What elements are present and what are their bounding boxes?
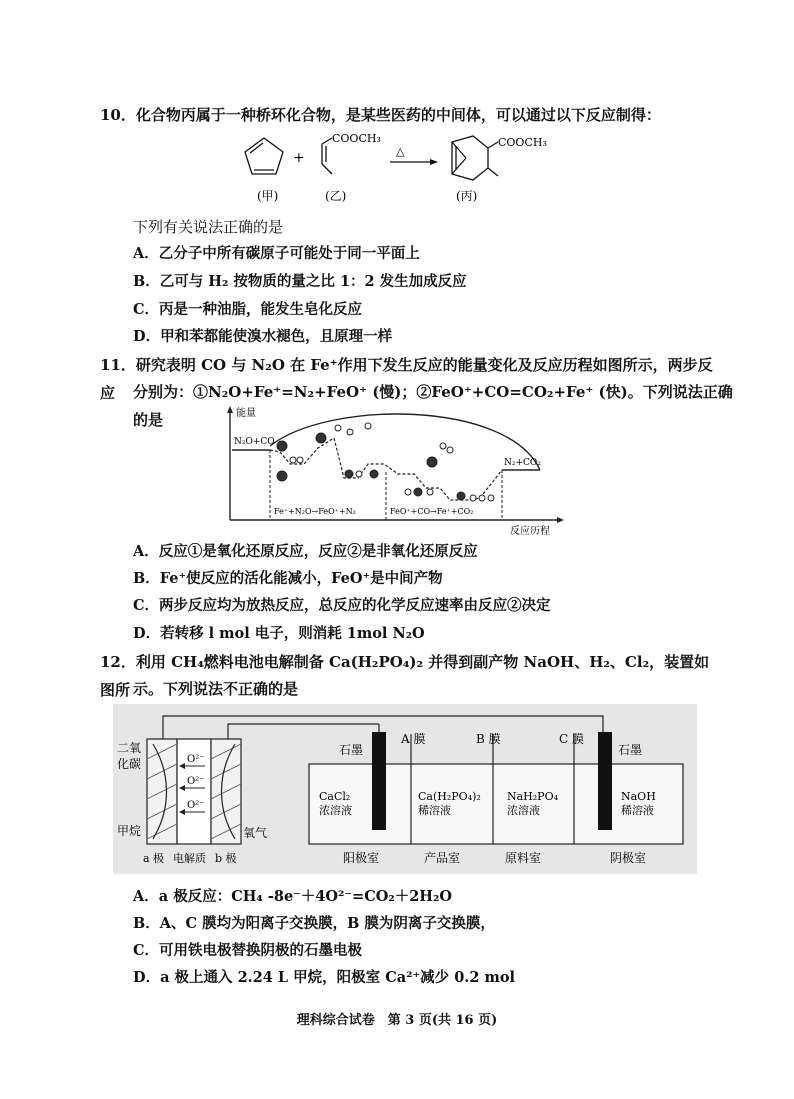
step2-label: FeO⁺+CO→Fe⁺+CO₂: [390, 507, 474, 516]
graphite-label-right: 石墨: [618, 743, 643, 757]
bicyclic-product-structure: [452, 136, 498, 180]
step1-label: Fe⁺+N₂O→FeO⁺+N₂: [274, 507, 356, 516]
fuel-cell: [147, 739, 241, 844]
solution3-line1: NaH₂PO₄: [507, 790, 559, 803]
ion-label-3: O²⁻: [187, 800, 205, 811]
ester-group-left: COOCH₃: [332, 132, 381, 145]
q10-stem: 10．化合物丙属于一种桥环化合物，是某些医药的中间体，可以通过以下反应制得：: [100, 106, 661, 124]
q10-reaction-diagram: [230, 128, 570, 208]
co2-label-line2: 化碳: [117, 757, 142, 771]
solution2-line2: 稀溶液: [418, 804, 451, 817]
q10-option-a[interactable]: A．乙分子中所有碳原子可能处于同一平面上: [133, 245, 420, 262]
y-axis-label: 能量: [236, 408, 256, 419]
q12-stem-line2: 示。下列说法不正确的是: [133, 680, 299, 698]
q10-option-b[interactable]: B．乙可与 H₂ 按物质的量之比 1：2 发生加成反应: [133, 273, 467, 290]
oxygen-label: 氧气: [243, 826, 268, 840]
plus-sign: +: [293, 150, 305, 166]
heat-condition: △: [396, 145, 405, 158]
raw-material-room-label: 原料室: [505, 851, 542, 865]
graphite-label-left: 石墨: [339, 743, 364, 757]
q11-option-d[interactable]: D．若转移 l mol 电子，则消耗 1mol N₂O: [133, 625, 425, 642]
cathode-room-label: 阴极室: [610, 851, 647, 865]
methane-label: 甲烷: [117, 824, 142, 838]
q12-option-c[interactable]: C．可用铁电极替换阴极的石墨电极: [133, 942, 363, 959]
b-pole-label: b 极: [215, 852, 237, 865]
q12-option-d[interactable]: D．a 极上通入 2.24 L 甲烷，阳极室 Ca²⁺减少 0.2 mol: [133, 969, 516, 986]
page-footer: 理科综合试卷 第 3 页(共 16 页): [296, 1013, 498, 1028]
q11-option-c[interactable]: C．两步反应均为放热反应，总反应的化学反应速率由反应②决定: [133, 597, 551, 614]
x-axis-label: 反应历程: [510, 526, 550, 537]
solution4-line1: NaOH: [621, 790, 656, 803]
q12-option-a[interactable]: A．a 极反应：CH₄ -8e⁻＋4O²⁻=CO₂＋2H₂O: [133, 888, 452, 905]
q10-prompt: 下列有关说法正确的是: [133, 218, 284, 236]
membrane-b-label: B 膜: [476, 732, 501, 746]
start-label: N₂O+CO: [234, 437, 275, 447]
q12-stem-line1: 12．利用 CH₄燃料电池电解制备 Ca(H₂PO₄)₂ 并得到副产物 NaOH、H₂、Cl₂，装置如图所: [100, 653, 710, 699]
q12-option-b[interactable]: B．A、C 膜均为阳离子交换膜，B 膜为阴离子交换膜，: [133, 915, 495, 932]
electrolyte-label: 电解质: [173, 852, 206, 865]
q11-option-b[interactable]: B．Fe⁺使反应的活化能减小，FeO⁺是中间产物: [133, 570, 443, 587]
membrane-a-label: A 膜: [401, 732, 426, 746]
q11-stem-line1: 11．研究表明 CO 与 N₂O 在 Fe⁺作用下发生反应的能量变化及反应历程如图所示，两步反应: [100, 356, 713, 402]
electrolysis-apparatus-diagram: [113, 704, 697, 874]
q10-option-d[interactable]: D．甲和苯都能使溴水褪色，且原理一样: [133, 328, 393, 345]
product-room-label: 产品室: [424, 851, 461, 865]
label-bing: (丙): [456, 189, 478, 203]
solution2-line1: Ca(H₂PO₄)₂: [418, 790, 481, 803]
end-label: N₂+CO₂: [504, 458, 541, 468]
solution4-line2: 稀溶液: [621, 804, 654, 817]
q11-option-a[interactable]: A．反应①是氧化还原反应，反应②是非氧化还原反应: [133, 543, 478, 560]
co2-label-line1: 二氧: [117, 741, 142, 755]
label-yi: (乙): [325, 189, 347, 203]
anode-room-label: 阳极室: [343, 851, 380, 865]
ion-label-2: O²⁻: [187, 776, 205, 787]
q10-option-c[interactable]: C．丙是一种油脂，能发生皂化反应: [133, 301, 363, 318]
label-jia: (甲): [257, 189, 279, 203]
solution1-line1: CaCl₂: [319, 790, 351, 803]
cyclopentadiene-structure: [245, 138, 283, 174]
q11-stem-line2: 分别为：①N₂O+Fe⁺=N₂+FeO⁺ (慢)；②FeO⁺+CO=CO₂+Fe⁺ (快)。下列说法正确的是: [133, 383, 733, 429]
ester-structure: [322, 138, 332, 174]
ester-group-right: COOCH₃: [498, 136, 547, 149]
ion-label-1: O²⁻: [187, 754, 205, 765]
solution3-line2: 浓溶液: [507, 804, 540, 817]
membrane-c-label: C 膜: [559, 732, 584, 746]
solution1-line2: 浓溶液: [319, 804, 352, 817]
energy-profile-diagram: [218, 404, 578, 538]
a-pole-label: a 极: [143, 852, 165, 865]
